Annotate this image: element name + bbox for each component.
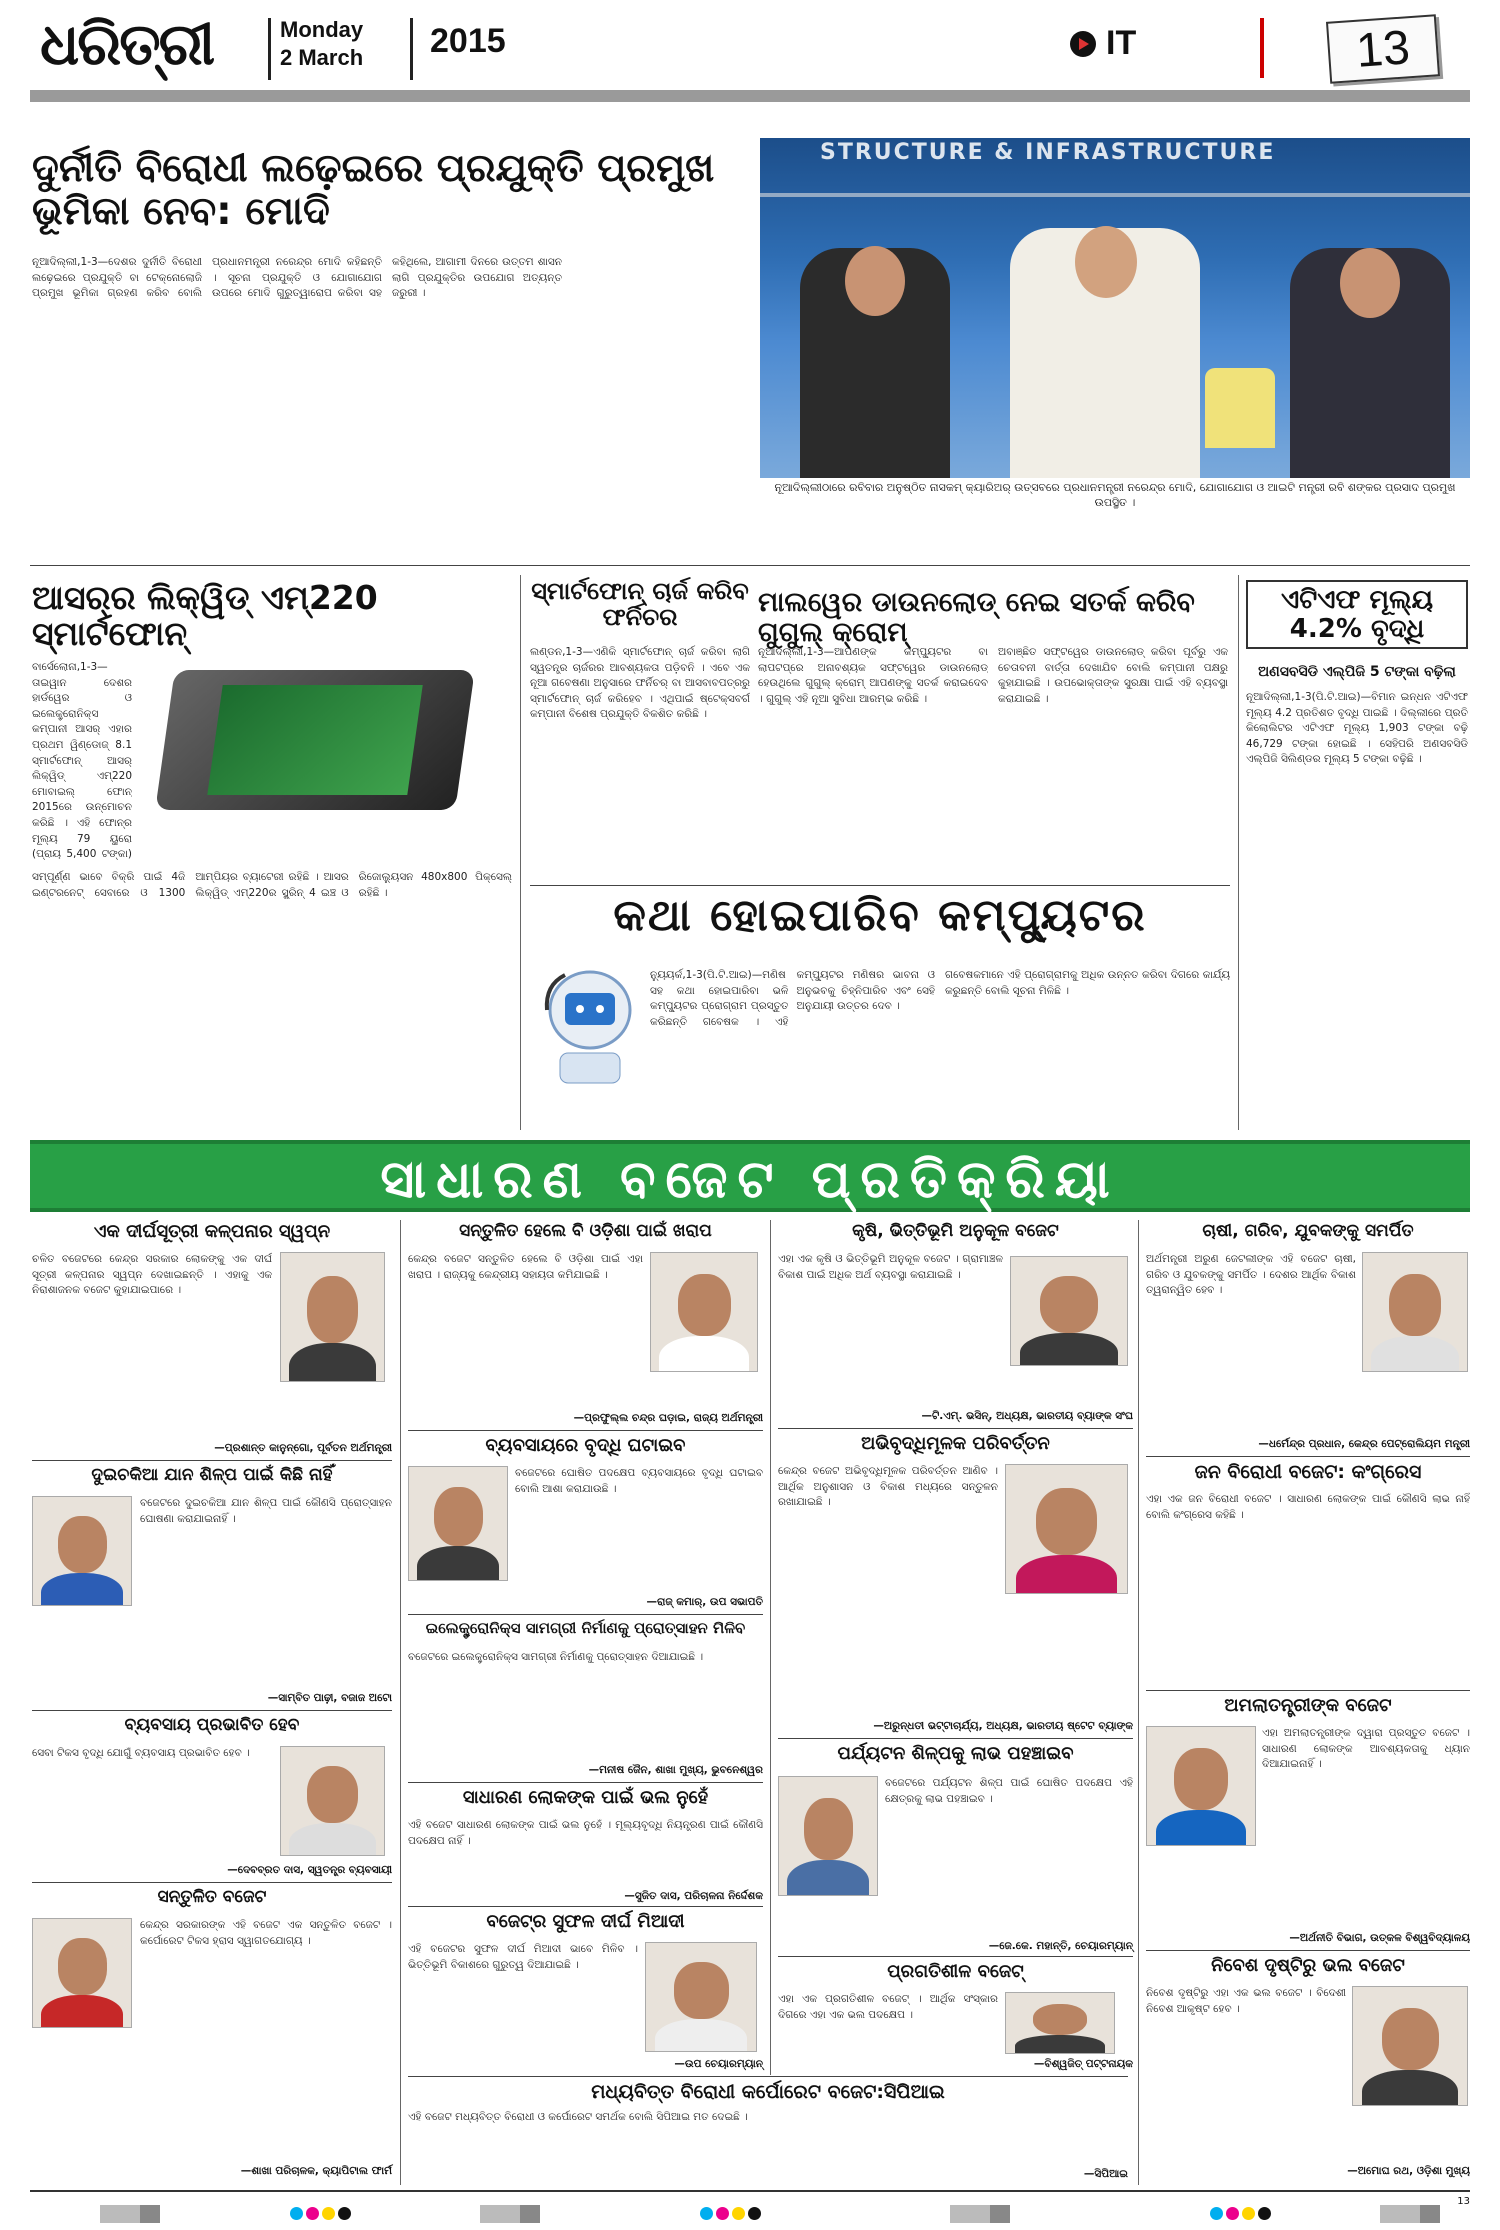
issue-year: 2015 [430, 22, 506, 60]
reaction-body: ବଜେଟରେ ଦୁଇଚକିଆ ଯାନ ଶିଳ୍ପ ପାଇଁ କୌଣସି ପ୍ରୋତ୍ସାହନ ଘୋଷଣା କରାଯାଇନାହିଁ । [140, 1497, 392, 1525]
phone-screen [207, 685, 422, 795]
reaction-byline: —ଶାଖା ପରିଚାଳକ, କ୍ୟାପିଟାଲ ଫାର୍ମ [240, 2165, 392, 2177]
reaction-headline: ଚାଷୀ, ଗରିବ, ଯୁବକଙ୍କୁ ସମର୍ପିତ [1202, 1221, 1414, 1241]
reaction-headline: ପ୍ରଗତିଶୀଳ ବଜେଟ୍ [887, 1961, 1024, 1982]
reaction-byline: —ସୁଜିତ ଦାସ, ପରିଚାଳନା ନିର୍ଦ୍ଦେଶକ [624, 1890, 763, 1902]
reaction-headline: କୃଷି, ଭିତ୍ତିଭୂମି ଅନୁକୂଳ ବଜେଟ [852, 1221, 1059, 1241]
acer-headline: ଆସର୍‌ର ଲିକ୍ୱିଡ୍ ଏମ୍220 ସ୍ମାର୍ଟଫୋନ୍ [32, 578, 378, 654]
page-number: 13 [1326, 14, 1440, 84]
budget-banner [30, 1140, 1470, 1212]
reaction-body: ଚଳିତ ବଜେଟରେ କେନ୍ଦ୍ର ସରକାର ଲୋକଙ୍କୁ ଏକ ଦୀର୍ଘ ସୂତ୍ରୀ କଳ୍ପନାର ସ୍ୱପ୍ନ ଦେଖାଇଛନ୍ତି । ଏହାକୁ ଏକ ନିରାଶାଜନକ ବଜେଟ କୁହାଯାଇପାରେ । [32, 1253, 272, 1297]
charge-headline: ସ୍ମାର୍ଟଫୋନ୍ ଚାର୍ଜ କରିବ ଫର୍ନିଚର [531, 577, 749, 632]
charge-body: ଲଣ୍ଡନ,1-3—ଏଣିକି ସ୍ମାର୍ଟଫୋନ୍ ଚାର୍ଜ କରିବା ଲାଗି ସ୍ୱତନ୍ତ୍ର ଚାର୍ଜରର ଆବଶ୍ୟକତା ପଡ଼ିବନି । ଏବେ ଏକ ନୂଆ ଗବେଷଣା ଅନୁସାରେ ଫର୍ନିଚର୍ ବା ଆସବାବପତ୍ରରୁ ସ୍ମାର୍ଟଫୋନ୍ ଚାର୍ଜ କରିହେବ । ଏଥିପାଇଁ ଷ୍ଟେକ୍ସବର୍ଗ କମ୍ପାନୀ ବିଶେଷ ପ୍ରଯୁକ୍ତି ବିକଶିତ କରିଛି । [530, 646, 750, 721]
reaction-body: ନିବେଶ ଦୃଷ୍ଟିରୁ ଏହା ଏକ ଭଲ ବଜେଟ । ବିଦେଶୀ ନିବେଶ ଆକୃଷ୍ଟ ହେବ । [1146, 1987, 1346, 2015]
reaction-body: ଏହି ବଜେଟ ସାଧାରଣ ଲୋକଙ୍କ ପାଇଁ ଭଲ ନୁହେଁ । ମୂଲ୍ୟବୃଦ୍ଧି ନିୟନ୍ତ୍ରଣ ପାଇଁ କୌଣସି ପଦକ୍ଷେପ ନାହିଁ । [408, 1819, 763, 1847]
column-rule [400, 1220, 401, 2185]
reaction-headshot [1005, 1464, 1128, 1594]
column-rule [520, 575, 521, 1130]
masthead-divider [410, 18, 413, 80]
reaction-headshot [650, 1252, 758, 1372]
person-head [1340, 248, 1400, 318]
issue-day: Monday [280, 17, 364, 42]
reaction-byline: —ଅରୁନ୍ଧତୀ ଭଟ୍ଟାଚାର୍ଯ୍ୟ, ଅଧ୍ୟକ୍ଷ, ଭାରତୀୟ ଷ୍ଟେଟ ବ୍ୟାଙ୍କ [873, 1720, 1133, 1732]
reaction-headshot [1146, 1726, 1256, 1846]
lead-photo [760, 138, 1470, 478]
reaction-headshot [778, 1776, 878, 1896]
robot-eye [576, 1005, 584, 1013]
masthead-divider [268, 18, 271, 80]
reaction-headline: ବ୍ୟବସାୟ ପ୍ରଭାବିତ ହେବ [124, 1715, 300, 1735]
reaction-headshot [408, 1466, 508, 1581]
reaction-headshot [1005, 1992, 1115, 2054]
acer-phone-photo [145, 655, 495, 820]
reaction-byline: —ଅମୋଘ ରଥ, ଓଡ଼ିଶା ମୁଖ୍ୟ [1347, 2165, 1470, 2177]
acer-body-2: ସମ୍ପୂର୍ଣ୍ଣ ଭାବେ ବିକ୍ରି ପାଇଁ 4ଜି ଇଣ୍ଟରନେଟ୍ ସେବାରେ ଓ 1300 ଆମ୍ପିୟର ବ୍ୟାଟେରୀ ରହିଛି । ଆସର ଲିକ୍ୱିଡ୍ ଏମ୍220ର ସ୍କ୍ରିନ୍ 4 ଇଞ୍ଚ ଓ ରିଜୋଲ୍ୟୁସନ 480x800 ପିକ୍ସେଲ୍ ରହିଛି । [32, 871, 512, 899]
column-rule [770, 1220, 771, 2075]
reaction-body: ବଜେଟରେ ପର୍ଯ୍ୟଟନ ଶିଳ୍ପ ପାଇଁ ଘୋଷିତ ପଦକ୍ଷେପ ଏହି କ୍ଷେତ୍ରକୁ ଲାଭ ପହଞ୍ଚାଇବ । [885, 1777, 1133, 1805]
masthead [30, 10, 1470, 85]
reaction-body: ଏହା ଏକ ଜନ ବିରୋଧୀ ବଜେଟ । ସାଧାରଣ ଲୋକଙ୍କ ପାଇଁ କୌଣସି ଲାଭ ନାହିଁ ବୋଲି କଂଗ୍ରେସ କହିଛି । [1146, 1493, 1470, 1521]
column-rule [1238, 575, 1239, 1130]
reaction-byline: —ଟି.ଏମ୍. ଭସିନ୍, ଅଧ୍ୟକ୍ଷ, ଭାରତୀୟ ବ୍ୟାଙ୍କ ସଂଘ [921, 1410, 1133, 1422]
computer-body: ନ୍ୟୁୟର୍କ,1-3(ପି.ଟି.ଆଇ)—ମଣିଷ ସହ କଥା ହୋଇପାରିବା ଭଳି କମ୍ପ୍ୟୁଟର ପ୍ରୋଗ୍ରାମ ପ୍ରସ୍ତୁତ କରିଛନ୍ତି ଗବେଷକ । ଏହି କମ୍ପ୍ୟୁଟର ମଣିଷର ଭାବନା ଓ ଅନୁଭବକୁ ଚିହ୍ନିପାରିବ ଏବଂ ସେହି ଅନୁଯାୟୀ ଉତ୍ତର ଦେବ । [650, 969, 935, 1028]
reaction-headshot [32, 1918, 132, 2028]
section-label: IT [1070, 24, 1136, 63]
reaction-headline: ସନ୍ତୁଳିତ ବଜେଟ [157, 1887, 267, 1907]
reaction-body: ଏହି ବଜେଟ ମଧ୍ୟବିତ୍ତ ବିରୋଧୀ ଓ କର୍ପୋରେଟ ସମର୍ଥକ ବୋଲି ସିପିଆଇ ମତ ଦେଇଛି । [408, 2111, 748, 2123]
reaction-byline: —ଧର୍ମେନ୍ଦ୍ର ପ୍ରଧାନ, କେନ୍ଦ୍ର ପେଟ୍ରୋଲିୟମ ମନ୍ତ୍ରୀ [1258, 1438, 1470, 1450]
malware-headline: ମାଲୱେର ଡାଉନଲୋଡ୍ ନେଇ ସତର୍କ କରିବ ଗୁଗୁଲ୍ କ୍ରୋମ୍ [758, 587, 1195, 648]
reaction-headline: ଜନ ବିରୋଧୀ ବଜେଟ: କଂଗ୍ରେସ [1194, 1461, 1422, 1483]
column-rule [1138, 1220, 1139, 2185]
atf-body: ନୂଆଦିଲ୍ଲୀ,1-3(ପି.ଟି.ଆଇ)—ବିମାନ ଇନ୍ଧନ ଏଟିଏଫ ମୂଲ୍ୟ 4.2 ପ୍ରତିଶତ ବୃଦ୍ଧି ପାଇଛି । ଦିଲ୍ଲୀରେ ପ୍ରତି କିଲୋଲିଟର ଏଟିଏଫ ମୂଲ୍ୟ 1,903 ଟଙ୍କା ବଢ଼ି 46,729 ଟଙ୍କା ହୋଇଛି । ସେହିପରି ଅଣସବସିଡି ଏଲ୍‌ପିଜି ସିଲିଣ୍ଡର ମୂଲ୍ୟ 5 ଟଙ୍କା ବଢ଼ିଛି । [1246, 691, 1468, 766]
reaction-headline: ସନ୍ତୁଳିତ ହେଲେ ବି ଓଡ଼ିଶା ପାଇଁ ଖରାପ [459, 1221, 712, 1241]
section-divider [530, 885, 1230, 886]
reaction-headline: ଅଭିବୃଦ୍ଧିମୂଳକ ପରିବର୍ତ୍ତନ [861, 1433, 1050, 1454]
reaction-headline: ଦୁଇଚକିଆ ଯାନ ଶିଳ୍ପ ପାଇଁ କିଛି ନାହିଁ [91, 1465, 333, 1485]
reaction-headline: ବଜେଟ୍‌ର ସୁଫଳ ଦୀର୍ଘ ମିଆଦୀ [486, 1911, 685, 1932]
reaction-byline: —ଜେ.କେ. ମହାନ୍ତି, ଚେୟାରମ୍ୟାନ୍ [988, 1940, 1133, 1952]
reaction-byline: —ପ୍ରଶାନ୍ତ କାନୁନ୍‌ଗୋ, ପୂର୍ବତନ ଅର୍ଥମନ୍ତ୍ରୀ [214, 1442, 392, 1454]
dateline [280, 16, 363, 72]
atf-headline: ଏଟିଏଫ ମୂଲ୍ୟ 4.2% ବୃଦ୍ଧି [1246, 580, 1468, 649]
computer-body-2: ଗବେଷକମାନେ ଏହି ପ୍ରୋଗ୍ରାମକୁ ଅଧିକ ଉନ୍ନତ କରିବା ଦିଗରେ କାର୍ଯ୍ୟ କରୁଛନ୍ତି ବୋଲି ସୂଚନା ମିଳିଛି । [945, 969, 1230, 997]
computer-robot-illustration [535, 965, 645, 1095]
reaction-headline: ମଧ୍ୟବିତ୍ତ ବିରୋଧୀ କର୍ପୋରେଟ ବଜେଟ:ସିପିଆଇ [591, 2081, 945, 2103]
reaction-body: ଏହା ଏକ କୃଷି ଓ ଭିତ୍ତିଭୂମି ଅନୁକୂଳ ବଜେଟ । ଗ୍ରାମାଞ୍ଚଳ ବିକାଶ ପାଇଁ ଅଧିକ ଅର୍ଥ ବ୍ୟବସ୍ଥା କରାଯାଇଛି । [778, 1253, 1003, 1281]
reaction-body: ଅର୍ଥମନ୍ତ୍ରୀ ଅରୁଣ ଜେଟଲୀଙ୍କ ଏହି ବଜେଟ ଚାଷୀ, ଗରିବ ଓ ଯୁବକଙ୍କୁ ସମର୍ପିତ । ଦେଶର ଆର୍ଥିକ ବିକାଶ ତ୍ୱରାନ୍ୱିତ ହେବ । [1146, 1253, 1356, 1297]
robot-body [560, 1053, 620, 1083]
budget-banner-title: ସାଧାରଣ ବଜେଟ ପ୍ରତିକ୍ରିୟା [380, 1150, 1120, 1210]
reaction-body: ବଜେଟରେ ଇଲେକ୍ଟ୍ରୋନିକ୍ସ ସାମଗ୍ରୀ ନିର୍ମାଣକୁ ପ୍ରୋତ୍ସାହନ ଦିଆଯାଇଛି । [408, 1651, 704, 1663]
reaction-byline: —ପ୍ରଫୁଲ୍ଲ ଚନ୍ଦ୍ର ଘଡ଼ାଇ, ରାଜ୍ୟ ଅର୍ଥମନ୍ତ୍ରୀ [573, 1412, 763, 1424]
malware-body: ନୂଆଦିଲ୍ଲୀ,1-3—ଆପଣଙ୍କ କମ୍ପ୍ୟୁଟର ବା ଲାପଟପ୍‌ରେ ଅନାବଶ୍ୟକ ସଫ୍ଟୱେର ଡାଉନଲୋଡ୍ ହେଉଥିଲେ ଗୁଗୁଲ୍ କ୍ରୋମ୍ ଆପଣଙ୍କୁ ସତର୍କ କରାଇଦେବ । ଗୁଗୁଲ୍ ଏହି ନୂଆ ସୁବିଧା ଆରମ୍ଭ କରିଛି । [758, 646, 988, 705]
lead-body: ନୂଆଦିଲ୍ଲୀ,1-3—ଦେଶର ଦୁର୍ନୀତି ବିରୋଧୀ ଲଢ଼େଇରେ ପ୍ରଯୁକ୍ତି ବା ଟେକ୍ନୋଲୋଜି ପ୍ରମୁଖ ଭୂମିକା ଗ୍ରହଣ କରିବ ବୋଲି ପ୍ରଧାନମନ୍ତ୍ରୀ ନରେନ୍ଦ୍ର ମୋଦି କହିଛନ୍ତି । ସୂଚନା ପ୍ରଯୁକ୍ତି ଓ ଯୋଗାଯୋଗ ଉପରେ ମୋଦି ଗୁରୁତ୍ୱାରୋପ କରିବା ସହ କହିଥିଲେ, ଆଗାମୀ ଦିନରେ ଉତ୍ତମ ଶାସନ ଲାଗି ପ୍ରଯୁକ୍ତିର ଉପଯୋଗ ଅତ୍ୟନ୍ତ ଜରୁରୀ । [32, 256, 562, 300]
footer-rule [30, 2190, 1470, 2192]
reaction-byline: —ଉପ ଚେୟାରମ୍ୟାନ୍ [674, 2058, 763, 2070]
reaction-headline: ନିବେଶ ଦୃଷ୍ଟିରୁ ଭଲ ବଜେଟ [1211, 1955, 1405, 1976]
reaction-byline: —ସାମ୍ବିତ ପାଢ଼ୀ, ବଜାଜ ଅଟୋ [267, 1692, 392, 1704]
reaction-body: କେନ୍ଦ୍ର ସରକାରଙ୍କ ଏହି ବଜେଟ ଏକ ସନ୍ତୁଳିତ ବଜେଟ । କର୍ପୋରେଟ ଟିକସ ହ୍ରାସ ସ୍ୱାଗତଯୋଗ୍ୟ । [140, 1919, 392, 1947]
lead-headline: ଦୁର୍ନୀତି ବିରୋଧୀ ଲଢ଼େଇରେ ପ୍ରଯୁକ୍ତି ପ୍ରମୁଖ ଭୂମିକା ନେବ: ମୋଦି [32, 146, 715, 234]
issue-date: 2 March [280, 45, 364, 70]
reaction-byline: —ମନୀଷ ଜୈନ, ଶାଖା ମୁଖ୍ୟ, ଭୁବନେଶ୍ୱର [588, 1764, 763, 1776]
reaction-headline: ପର୍ଯ୍ୟଟନ ଶିଳ୍ପକୁ ଲାଭ ପହଞ୍ଚାଇବ [837, 1743, 1074, 1764]
reaction-headline: ବ୍ୟବସାୟରେ ବୃଦ୍ଧି ଘଟାଇବ [485, 1435, 686, 1456]
reaction-headshot [1010, 1256, 1128, 1366]
section-divider [30, 565, 1470, 566]
registration-strip [100, 2205, 140, 2223]
reaction-byline: —ଅର୍ଥନୀତି ବିଭାଗ, ଉତ୍କଳ ବିଶ୍ୱବିଦ୍ୟାଳୟ [1289, 1932, 1470, 1944]
reaction-headshot [32, 1496, 132, 1606]
lead-photo-caption: ନୂଆଦିଲ୍ଲୀଠାରେ ରବିବାର ଅନୁଷ୍ଠିତ ନାସକମ୍ କ୍ୟାରିଅର୍ ଉତ୍ସବରେ ପ୍ରଧାନମନ୍ତ୍ରୀ ନରେନ୍ଦ୍ର ମୋଦି, ଯୋଗାଯୋଗ ଓ ଆଇଟି ମନ୍ତ୍ରୀ ରବି ଶଙ୍କର ପ୍ରସାଦ ପ୍ରମୁଖ ଉପସ୍ଥିତ । [774, 481, 1456, 509]
folio: 13 [1457, 2196, 1470, 2207]
reaction-byline: —ବିଶ୍ୱଜିତ୍ ପଟ୍ଟନାୟକ [1033, 2058, 1133, 2070]
reaction-headline: ସାଧାରଣ ଲୋକଙ୍କ ପାଇଁ ଭଲ ନୁହେଁ [462, 1787, 709, 1808]
reaction-body: ବଜେଟରେ ଘୋଷିତ ପଦକ୍ଷେପ ବ୍ୟବସାୟରେ ବୃଦ୍ଧି ଘଟାଇବ ବୋଲି ଆଶା କରାଯାଉଛି । [515, 1467, 763, 1495]
reaction-headshot [1362, 1252, 1468, 1372]
reaction-headshot [645, 1942, 757, 2052]
reaction-headshot [280, 1746, 385, 1856]
computer-headline: କଥା ହୋଇପାରିବ କମ୍ପ୍ୟୁଟର [613, 890, 1147, 941]
reaction-body: ଏହା ଅମଲାତନ୍ତ୍ରୀଙ୍କ ଦ୍ୱାରା ପ୍ରସ୍ତୁତ ବଜେଟ । ସାଧାରଣ ଲୋକଙ୍କ ଆବଶ୍ୟକତାକୁ ଧ୍ୟାନ ଦିଆଯାଇନାହିଁ । [1262, 1727, 1470, 1771]
reaction-headline: ଅମଲାତନ୍ତ୍ରୀଙ୍କ ବଜେଟ [1224, 1695, 1392, 1716]
reaction-body: ଏହା ଏକ ପ୍ରଗତିଶୀଳ ବଜେଟ୍ । ଆର୍ଥିକ ସଂସ୍କାର ଦିଗରେ ଏହା ଏକ ଭଲ ପଦକ୍ଷେପ । [778, 1993, 998, 2021]
robot-screen [565, 993, 615, 1025]
reaction-headline: ଏକ ଦୀର୍ଘସୂତ୍ରୀ କଳ୍ପନାର ସ୍ୱପ୍ନ [93, 1221, 331, 1242]
masthead-rule [30, 90, 1470, 102]
acer-body: ବାର୍ସେଲୋନା,1-3—ତାଇୱାନ ଦେଶର ହାର୍ଡୱେର ଓ ଇଲେକ୍ଟ୍ରୋନିକ୍ସ କମ୍ପାନୀ ଆସର୍ ଏହାର ପ୍ରଥମ ୱିଣ୍ଡୋଜ୍ 8.1 ସ୍ମାର୍ଟଫୋନ୍ ଆସର୍ ଲିକ୍ୱିଡ୍ ଏମ୍220 ମୋବାଇଲ୍ ଫୋନ୍ 2015ରେ ଉନ୍ମୋଚନ କରିଛି । ଏହି ଫୋନ୍‌ର ମୂଲ୍ୟ 79 ୟୁରୋ (ପ୍ରାୟ 5,400 ଟଙ୍କା) [32, 661, 132, 860]
photo-banner-text: STRUCTURE & INFRASTRUCTURE [820, 140, 1276, 165]
reaction-body: କେନ୍ଦ୍ର ବଜେଟ ଅଭିବୃଦ୍ଧିମୂଳକ ପରିବର୍ତ୍ତନ ଆଣିବ । ଆର୍ଥିକ ଅନୁଶାସନ ଓ ବିକାଶ ମଧ୍ୟରେ ସନ୍ତୁଳନ ରଖାଯାଇଛି । [778, 1465, 998, 1509]
malware-body-2: ଅବାଞ୍ଛିତ ସଫ୍ଟୱେର ଡାଉନଲୋଡ୍ କରିବା ପୂର୍ବରୁ ଏକ ଚେତାବନୀ ବାର୍ତ୍ତା ଦେଖାଯିବ ବୋଲି କମ୍ପାନୀ ପକ୍ଷରୁ କୁହାଯାଇଛି । ଉପଭୋକ୍ତାଙ୍କ ସୁରକ୍ଷା ପାଇଁ ଏହି ବ୍ୟବସ୍ଥା କରାଯାଇଛି । [998, 646, 1228, 705]
reaction-byline: —ରାଜ୍ କମାର୍, ଉପ ସଭାପତି [646, 1596, 763, 1608]
section-accent-bar [1260, 18, 1264, 78]
reaction-byline: —ସିପିଆଇ [1083, 2168, 1128, 2180]
reaction-body: କେନ୍ଦ୍ର ବଜେଟ ସନ୍ତୁଳିତ ହେଲେ ବି ଓଡ଼ିଶା ପାଇଁ ଏହା ଖରାପ । ରାଜ୍ୟକୁ କେନ୍ଦ୍ରୀୟ ସହାୟତା କମିଯାଇଛି । [408, 1253, 643, 1281]
newspaper-logo: ଧରିତ୍ରୀ [40, 10, 214, 78]
person-head [845, 246, 905, 316]
reaction-headshot [280, 1252, 385, 1382]
reaction-body: ସେବା ଟିକସ ବୃଦ୍ଧି ଯୋଗୁଁ ବ୍ୟବସାୟ ପ୍ରଭାବିତ ହେବ । [32, 1747, 250, 1759]
registration-dot [290, 2207, 303, 2220]
reaction-headline: ଇଲେକ୍ଟ୍ରୋନିକ୍ସ ସାମଗ୍ରୀ ନିର୍ମାଣକୁ ପ୍ରୋତ୍ସାହନ ମିଳିବ [425, 1619, 746, 1637]
reaction-headshot [1352, 1986, 1468, 2106]
flower-pot [1205, 368, 1275, 448]
reaction-body: ଏହି ବଜେଟର ସୁଫଳ ଦୀର୍ଘ ମିଆଦୀ ଭାବେ ମିଳିବ । ଭିତ୍ତିଭୂମି ବିକାଶରେ ଗୁରୁତ୍ୱ ଦିଆଯାଇଛି । [408, 1943, 638, 1971]
play-icon [1070, 31, 1096, 57]
reaction-byline: —ଦେବବ୍ରତ ଦାସ, ସ୍ୱତନ୍ତ୍ର ବ୍ୟବସାୟୀ [227, 1864, 392, 1876]
person-head [1075, 226, 1137, 298]
robot-eye [596, 1005, 604, 1013]
atf-subhead: ଅଣସବସିଡି ଏଲ୍‌ପିଜି 5 ଟଙ୍କା ବଢ଼ିଲା [1258, 664, 1456, 680]
